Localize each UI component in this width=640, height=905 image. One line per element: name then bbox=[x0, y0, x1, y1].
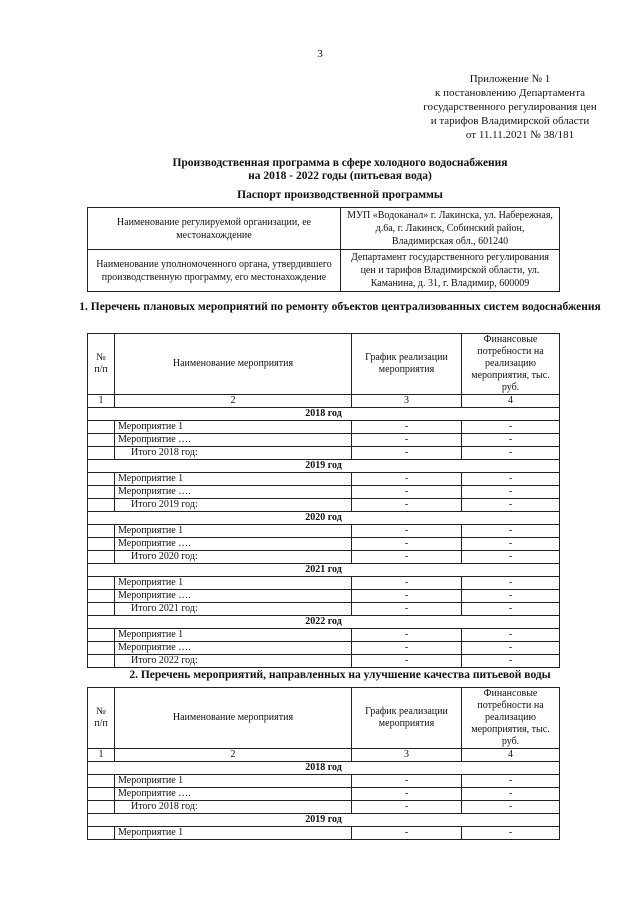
total-row bbox=[88, 801, 560, 814]
table-cell: - bbox=[462, 590, 560, 603]
column-header: Наименование мероприятия bbox=[115, 688, 352, 749]
table-cell: - bbox=[462, 434, 560, 447]
section-2-table bbox=[87, 687, 560, 840]
total-row bbox=[88, 603, 560, 616]
table-row bbox=[88, 421, 560, 434]
table-cell: 3 bbox=[352, 749, 462, 762]
table-row bbox=[88, 486, 560, 499]
table-cell: - bbox=[352, 434, 462, 447]
title-line: Производственная программа в сфере холодного водоснабжения bbox=[172, 157, 508, 169]
table-row bbox=[88, 473, 560, 486]
table-cell: - bbox=[462, 603, 560, 616]
table-cell bbox=[88, 551, 115, 564]
year-heading: 2020 год bbox=[88, 512, 560, 525]
table-row bbox=[88, 642, 560, 655]
column-header: № п/п bbox=[88, 334, 115, 395]
table-cell: - bbox=[352, 590, 462, 603]
document-title bbox=[0, 157, 640, 183]
table-cell: 3 bbox=[352, 395, 462, 408]
passport-value: Департамент государственного регулирования цен и тарифов Владимирской области, ул. Каманина, д. 31, г. Владимир, 600009 bbox=[341, 250, 560, 292]
table-cell: 1 bbox=[88, 749, 115, 762]
appendix-note bbox=[395, 72, 625, 142]
column-header: Финансовые потребности на реализацию мероприятия, тыс. руб. bbox=[462, 334, 560, 395]
table-cell: Мероприятие 1 bbox=[115, 473, 352, 486]
table-row bbox=[88, 434, 560, 447]
table-cell bbox=[88, 499, 115, 512]
table-cell: - bbox=[352, 421, 462, 434]
table-cell: - bbox=[352, 499, 462, 512]
table-cell bbox=[88, 447, 115, 460]
table-cell: Мероприятие …. bbox=[115, 486, 352, 499]
table-cell: - bbox=[352, 603, 462, 616]
table-cell: Мероприятие …. bbox=[115, 590, 352, 603]
year-heading: 2018 год bbox=[88, 408, 560, 421]
table-row bbox=[88, 525, 560, 538]
year-row bbox=[88, 408, 560, 421]
table-cell: - bbox=[462, 486, 560, 499]
table-cell: - bbox=[462, 775, 560, 788]
total-row bbox=[88, 551, 560, 564]
table-cell: - bbox=[352, 827, 462, 840]
table-cell: - bbox=[462, 827, 560, 840]
passport-label: Наименование уполномоченного органа, утвердившего производственную программу, его местонахождение bbox=[88, 250, 341, 292]
table-cell: Мероприятие …. bbox=[115, 434, 352, 447]
table-cell bbox=[88, 421, 115, 434]
table-cell: Мероприятие 1 bbox=[115, 827, 352, 840]
table-cell bbox=[88, 434, 115, 447]
appendix-line: государственного регулирования цен bbox=[423, 101, 597, 113]
column-header: График реализации мероприятия bbox=[352, 334, 462, 395]
table-cell: - bbox=[352, 551, 462, 564]
table-cell: Итого 2019 год: bbox=[115, 499, 352, 512]
table-cell: Мероприятие 1 bbox=[115, 525, 352, 538]
table-cell bbox=[88, 827, 115, 840]
table-cell: Мероприятие …. bbox=[115, 538, 352, 551]
section-1-table bbox=[87, 333, 560, 668]
year-row bbox=[88, 814, 560, 827]
table-cell: - bbox=[462, 629, 560, 642]
column-header: Финансовые потребности на реализацию мероприятия, тыс. руб. bbox=[462, 688, 560, 749]
table-cell: - bbox=[352, 629, 462, 642]
passport-value: МУП «Водоканал» г. Лакинска, ул. Набережная, д.6а, г. Лакинск, Собинский район, Владимирская обл., 601240 bbox=[341, 208, 560, 250]
table-cell bbox=[88, 801, 115, 814]
title-line: на 2018 - 2022 годы (питьевая вода) bbox=[248, 170, 432, 182]
index-row bbox=[88, 395, 560, 408]
table-row bbox=[88, 577, 560, 590]
table-cell: - bbox=[352, 486, 462, 499]
table-cell bbox=[88, 603, 115, 616]
table-cell: 2 bbox=[115, 395, 352, 408]
table-cell: - bbox=[352, 775, 462, 788]
table-cell bbox=[88, 642, 115, 655]
year-row bbox=[88, 512, 560, 525]
year-heading: 2019 год bbox=[88, 460, 560, 473]
table-cell: - bbox=[352, 788, 462, 801]
year-heading: 2018 год bbox=[88, 762, 560, 775]
appendix-line: Приложение № 1 bbox=[469, 73, 551, 85]
table-cell: Мероприятие 1 bbox=[115, 629, 352, 642]
page-number: 3 bbox=[317, 48, 323, 60]
table-cell: - bbox=[462, 499, 560, 512]
table-row bbox=[88, 629, 560, 642]
table-cell: - bbox=[352, 655, 462, 668]
table-cell: - bbox=[462, 421, 560, 434]
table-cell: - bbox=[352, 525, 462, 538]
table-cell bbox=[88, 590, 115, 603]
year-heading: 2019 год bbox=[88, 814, 560, 827]
table-cell: - bbox=[352, 801, 462, 814]
table-cell: Мероприятие …. bbox=[115, 642, 352, 655]
table-cell bbox=[88, 655, 115, 668]
table-cell: Мероприятие 1 bbox=[115, 421, 352, 434]
table-row bbox=[88, 590, 560, 603]
table-cell: - bbox=[462, 551, 560, 564]
table-cell: - bbox=[462, 655, 560, 668]
passport-title: Паспорт производственной программы bbox=[237, 189, 443, 201]
table-cell bbox=[88, 775, 115, 788]
table-cell: Итого 2022 год: bbox=[115, 655, 352, 668]
table-cell: - bbox=[462, 801, 560, 814]
year-heading: 2022 год bbox=[88, 616, 560, 629]
table-cell: Итого 2021 год: bbox=[115, 603, 352, 616]
passport-table bbox=[87, 207, 560, 292]
section-1-title: 1. Перечень плановых мероприятий по ремонту объектов централизованных систем водоснабжения bbox=[79, 301, 601, 313]
table-cell: Мероприятие …. bbox=[115, 788, 352, 801]
table-cell: Итого 2018 год: bbox=[115, 801, 352, 814]
table-cell: 4 bbox=[462, 395, 560, 408]
table-cell: - bbox=[462, 577, 560, 590]
year-row bbox=[88, 762, 560, 775]
table-cell: Итого 2020 год: bbox=[115, 551, 352, 564]
table-cell bbox=[88, 538, 115, 551]
table-row bbox=[88, 788, 560, 801]
year-row bbox=[88, 616, 560, 629]
year-row bbox=[88, 564, 560, 577]
passport-label: Наименование регулируемой организации, ее местонахождение bbox=[88, 208, 341, 250]
table-cell bbox=[88, 577, 115, 590]
table-cell: 1 bbox=[88, 395, 115, 408]
column-header: Наименование мероприятия bbox=[115, 334, 352, 395]
total-row bbox=[88, 499, 560, 512]
table-cell: - bbox=[462, 447, 560, 460]
table-row bbox=[88, 538, 560, 551]
index-row bbox=[88, 749, 560, 762]
total-row bbox=[88, 447, 560, 460]
table-row bbox=[88, 827, 560, 840]
table-row bbox=[88, 775, 560, 788]
table-cell: - bbox=[462, 788, 560, 801]
table-cell: - bbox=[352, 538, 462, 551]
table-cell: - bbox=[352, 447, 462, 460]
table-cell: Итого 2018 год: bbox=[115, 447, 352, 460]
table-cell: - bbox=[462, 473, 560, 486]
passport-row bbox=[88, 250, 560, 292]
table-cell: - bbox=[462, 525, 560, 538]
table-cell bbox=[88, 486, 115, 499]
section-2-title: 2. Перечень мероприятий, направленных на улучшение качества питьевой воды bbox=[129, 669, 551, 681]
header-row bbox=[88, 688, 560, 749]
table-cell: - bbox=[462, 538, 560, 551]
appendix-line: и тарифов Владимирской области bbox=[430, 115, 590, 127]
appendix-line: к постановлению Департамента bbox=[434, 87, 586, 99]
table-cell: Мероприятие 1 bbox=[115, 775, 352, 788]
appendix-line: от 11.11.2021 № 38/181 bbox=[465, 129, 575, 141]
table-cell: Мероприятие 1 bbox=[115, 577, 352, 590]
table-cell: - bbox=[352, 642, 462, 655]
total-row bbox=[88, 655, 560, 668]
year-heading: 2021 год bbox=[88, 564, 560, 577]
table-cell: 4 bbox=[462, 749, 560, 762]
table-cell: - bbox=[352, 577, 462, 590]
header-row bbox=[88, 334, 560, 395]
passport-row bbox=[88, 208, 560, 250]
table-cell bbox=[88, 788, 115, 801]
table-cell bbox=[88, 473, 115, 486]
table-cell: 2 bbox=[115, 749, 352, 762]
table-cell bbox=[88, 629, 115, 642]
table-cell bbox=[88, 525, 115, 538]
table-cell: - bbox=[352, 473, 462, 486]
column-header: № п/п bbox=[88, 688, 115, 749]
year-row bbox=[88, 460, 560, 473]
column-header: График реализации мероприятия bbox=[352, 688, 462, 749]
table-cell: - bbox=[462, 642, 560, 655]
